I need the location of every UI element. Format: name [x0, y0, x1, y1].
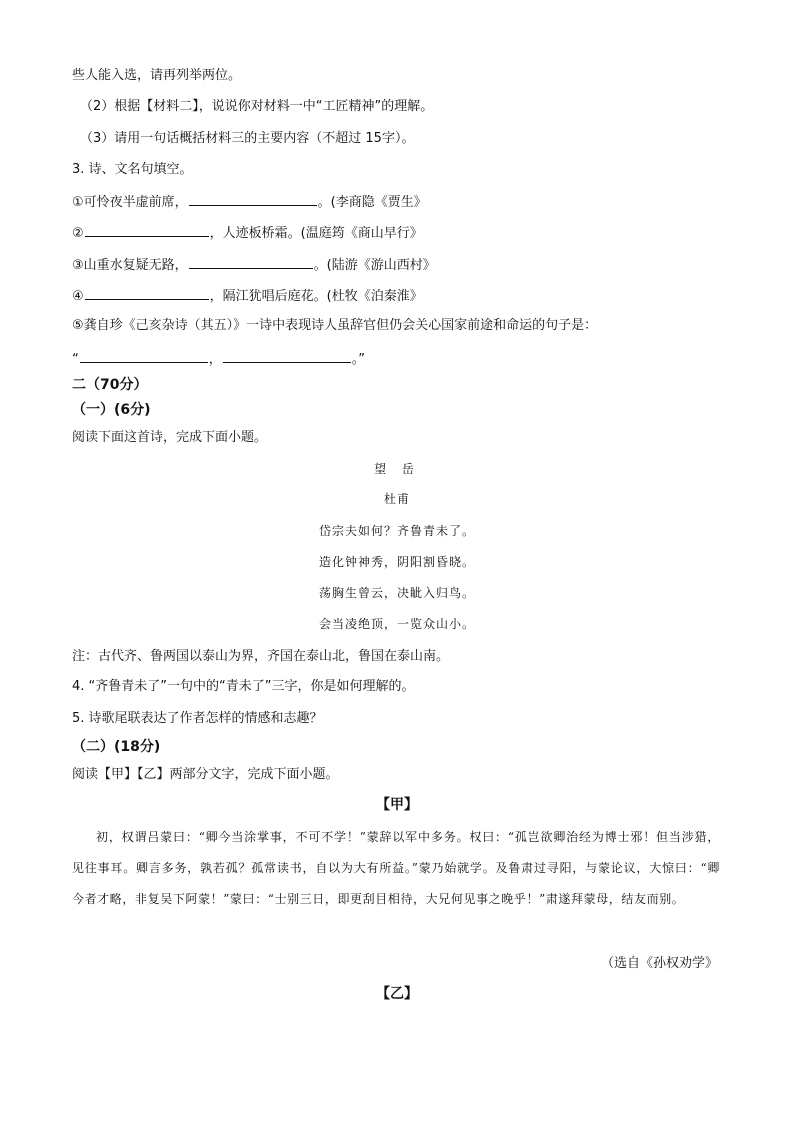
subsection-heading: （二）(18分) — [72, 739, 161, 755]
poem-line: 荡胸生曾云，决眦入归鸟。 — [318, 586, 475, 600]
fill-item-4 — [72, 285, 423, 307]
section-heading: 二（70分） — [72, 377, 148, 393]
fill-text: ，隔江犹唱后庭花。(杜牧《泊秦淮》 — [209, 289, 423, 304]
answer-blank[interactable] — [85, 285, 209, 300]
fill-text: ， — [208, 352, 222, 367]
passage-label-yi: 【乙】 — [376, 986, 418, 1002]
answer-blank[interactable] — [80, 348, 208, 363]
poem-author: 杜甫 — [383, 492, 410, 506]
subsection-heading: （一）(6分) — [72, 402, 151, 418]
answer-blank[interactable] — [189, 191, 317, 206]
quote-open: “ — [72, 352, 79, 367]
poem-line: 岱宗夫如何？齐鲁青未了。 — [318, 524, 475, 538]
poem-title: 望 岳 — [374, 462, 420, 476]
poem-line: 会当凌绝顶，一览众山小。 — [318, 617, 475, 631]
passage-text: 初，权谓吕蒙曰：“卿今当涂掌事，不可不学！”蒙辞以军中多务。权曰：“孤岂欲卿治经为博士邪！但当涉猎，见往事耳。卿言多务，孰若孤？孤常读书，自以为大有所益。”蒙乃始就学。及鲁肃过寻阳，与蒙论议，大惊曰：“卿今者才略，非复吴下阿蒙！”蒙曰：“士别三日，即更刮目相待，大兄何见事之晚乎！”肃遂拜蒙母，结友而别。 — [72, 830, 720, 906]
passage-label-jia: 【甲】 — [376, 797, 418, 813]
fill-item-1 — [72, 191, 427, 213]
answer-blank[interactable] — [189, 254, 313, 269]
answer-blank[interactable] — [223, 348, 351, 363]
question-2-2: （2）根据【材料二】，说说你对材料一中“工匠精神”的理解。 — [80, 99, 434, 114]
fill-text: ② — [72, 226, 84, 241]
fill-item-5: ⑤龚自珍《己亥杂诗（其五）》一诗中表现诗人虽辞官但仍会关心国家前途和命运的句子是： — [72, 318, 598, 333]
fill-item-3 — [72, 254, 436, 276]
passage-source: （选自《孙权劝学》 — [600, 956, 718, 971]
reading-instruction: 阅读下面这首诗，完成下面小题。 — [72, 430, 268, 445]
poem-line: 造化钟神秀，阴阳割昏晓。 — [318, 555, 475, 569]
fill-item-5-answer — [72, 348, 365, 370]
question-2-3: （3）请用一句话概括材料三的主要内容（不超过 15字）。 — [80, 131, 415, 146]
answer-blank[interactable] — [85, 222, 209, 237]
fill-item-2 — [72, 222, 423, 244]
poem-note: 注：古代齐、鲁两国以泰山为界，齐国在泰山北，鲁国在泰山南。 — [72, 649, 450, 664]
reading-instruction: 阅读【甲】【乙】两部分文字，完成下面小题。 — [72, 767, 339, 782]
fill-text: 。(陆游《游山西村》 — [313, 258, 436, 273]
fill-text: ④ — [72, 289, 84, 304]
question-4: 4. “齐鲁青未了”一句中的“青未了”三字，你是如何理解的。 — [72, 679, 415, 694]
question-5: 5. 诗歌尾联表达了作者怎样的情感和志趣？ — [72, 711, 323, 726]
text-line: 些人能入选，请再列举两位。 — [72, 68, 242, 83]
fill-text: ①可怜夜半虚前席， — [72, 195, 188, 210]
quote-close: 。” — [351, 352, 366, 367]
fill-text: ③山重水复疑无路， — [72, 258, 188, 273]
fill-text: 。(李商隐《贾生》 — [317, 195, 427, 210]
fill-text: ，人迹板桥霜。(温庭筠《商山早行》 — [209, 226, 423, 241]
question-3: 3. 诗、文名句填空。 — [72, 162, 193, 177]
passage-jia — [72, 822, 720, 915]
